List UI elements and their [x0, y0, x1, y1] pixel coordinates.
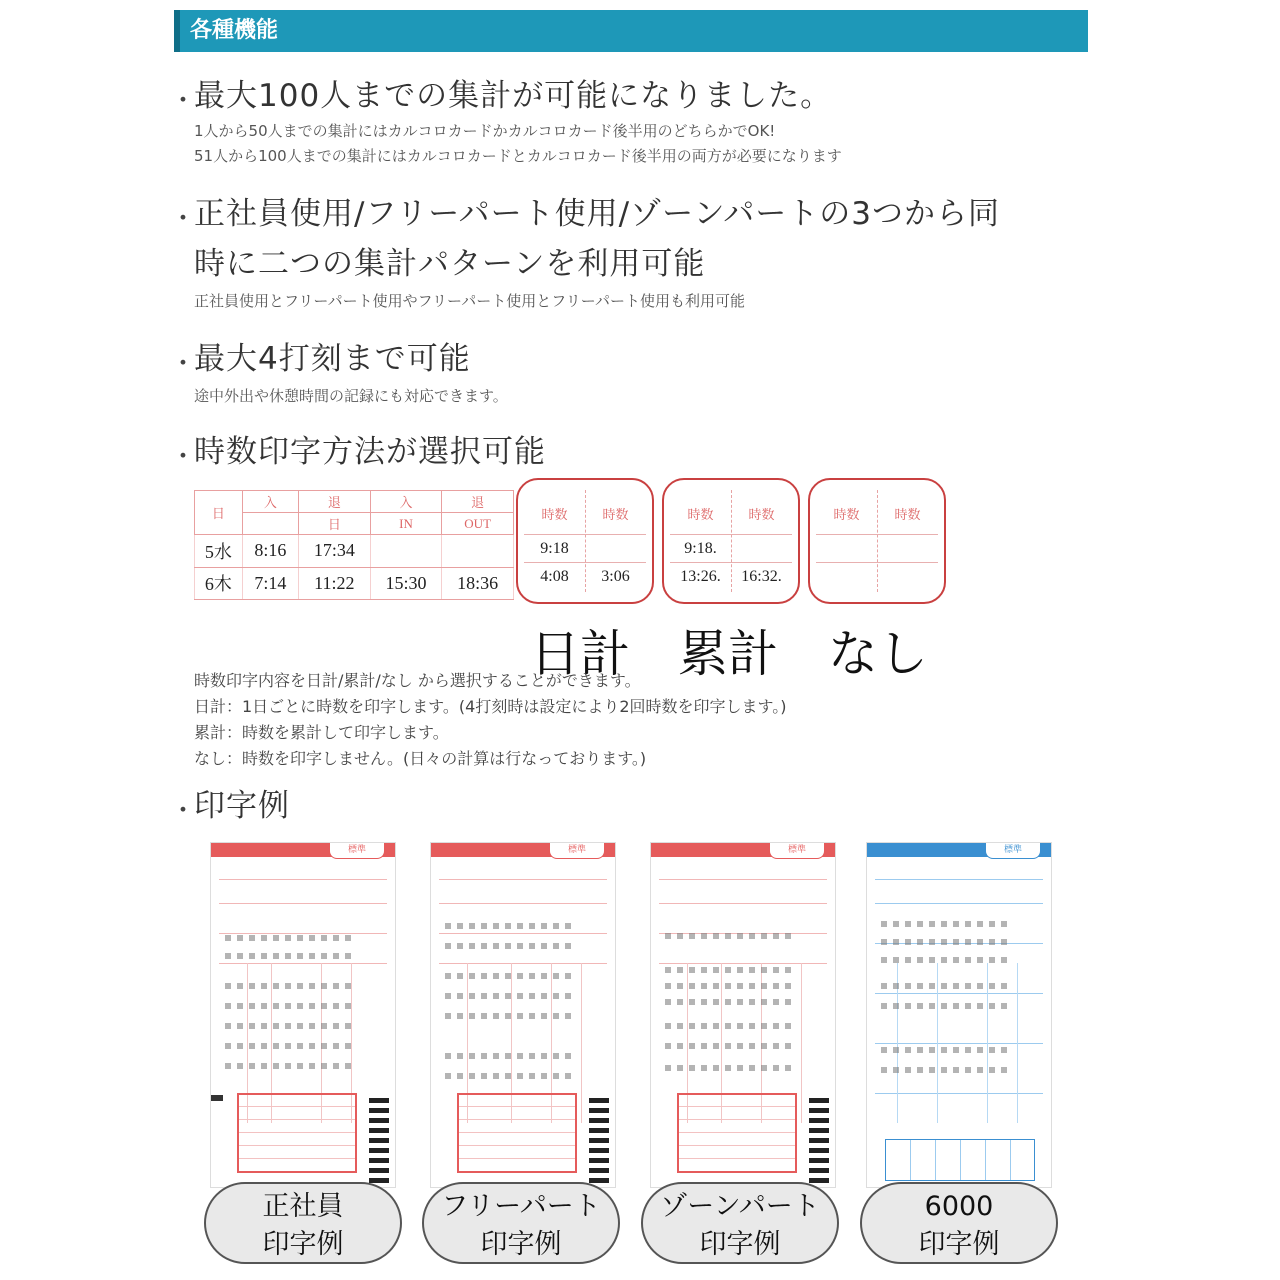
card-line: [875, 903, 1043, 904]
card-line: [875, 879, 1043, 880]
card-line: [219, 879, 387, 880]
sample-label-freepart: [422, 1182, 620, 1264]
section-header: [174, 10, 1088, 52]
table-header: 退: [299, 491, 371, 513]
card-print-row: [881, 939, 1011, 945]
table-subheader: [242, 513, 298, 535]
card-print-row: [665, 1043, 795, 1049]
sample-label-line1: 6000: [924, 1191, 994, 1222]
feature-note: 51人から100人までの集計にはカルコロカードとカルコロカード後半用の両方が必要になります: [194, 147, 842, 165]
card-barcode: [809, 1093, 829, 1183]
card-print-row: [881, 921, 1011, 927]
card-print-row: [225, 1023, 355, 1029]
card-tab: 標準: [329, 843, 385, 859]
card-print-row: [665, 933, 795, 939]
feature-heading-patterns-line1: 正社員使用/フリーパート使用/ゾーンパートの3つから同: [194, 196, 1001, 232]
option-col-header: 時数: [541, 508, 568, 523]
card-line: [801, 963, 802, 1123]
option-divider: [816, 562, 938, 563]
option-label-none: なし: [828, 625, 928, 683]
card-tab: 標準: [549, 843, 605, 859]
option-value: 4:08: [540, 568, 569, 585]
feature-note: 途中外出や休憩時間の記録にも対応できます。: [194, 387, 508, 405]
card-print-row: [225, 953, 355, 959]
card-line: [659, 879, 827, 880]
option-label-cumulative: 累計: [678, 625, 778, 683]
feature-note: 正社員使用とフリーパート使用やフリーパート使用とフリーパート使用も利用可能: [194, 292, 745, 310]
sample-label-6000: [860, 1182, 1058, 1264]
card-line: [659, 903, 827, 904]
card-print-row: [225, 935, 355, 941]
card-print-row: [445, 1013, 575, 1019]
table-cell: 5水: [195, 535, 243, 568]
card-print-row: [881, 1003, 1011, 1009]
table-cell: 6木: [195, 567, 243, 600]
sample-label-fulltime: [204, 1182, 402, 1264]
table-cell: 15:30: [370, 567, 442, 600]
card-marker: [211, 1095, 223, 1101]
card-print-row: [225, 1063, 355, 1069]
sample-card-freepart: [430, 842, 616, 1188]
card-print-row: [445, 1073, 575, 1079]
option-divider: [524, 534, 646, 535]
sample-card-zonepart: [650, 842, 836, 1188]
card-print-row: [445, 1053, 575, 1059]
card-print-row: [665, 999, 795, 1005]
option-value: 13:26.: [680, 568, 721, 585]
timecard-table: [194, 490, 514, 600]
option-col-header: 時数: [894, 508, 921, 523]
table-subheader: IN: [370, 513, 442, 535]
feature-heading-max100: 最大100人までの集計が可能になりました。: [194, 78, 833, 114]
option-col-header: 時数: [602, 508, 629, 523]
card-summary-box: [677, 1093, 797, 1173]
card-print-row: [665, 967, 795, 973]
sample-card-fulltime: [210, 842, 396, 1188]
table-subheader: 日: [299, 513, 371, 535]
print-description: 時数印字内容を日計/累計/なし から選択することができます。: [194, 671, 641, 690]
table-cell: [442, 535, 514, 568]
print-description: 日計：1日ごとに時数を印字します。(4打刻時は設定により2回時数を印字します。): [194, 697, 787, 716]
card-print-row: [225, 1003, 355, 1009]
card-summary-box: [237, 1093, 357, 1173]
card-barcode: [369, 1093, 389, 1183]
card-line: [439, 903, 607, 904]
bullet-marker: ・: [170, 204, 197, 234]
option-divider: [670, 562, 792, 563]
option-value: 16:32.: [741, 568, 782, 585]
card-print-row: [445, 993, 575, 999]
sample-label-line2: 印字例: [699, 1229, 781, 1260]
bullet-marker: ・: [170, 349, 197, 379]
card-print-row: [445, 943, 575, 949]
feature-note: 1人から50人までの集計にはカルコロカードかカルコロカード後半用のどちらかでOK!: [194, 122, 776, 140]
table-cell: 17:34: [299, 535, 371, 568]
sample-label-line2: 印字例: [480, 1229, 562, 1260]
card-line: [1017, 963, 1018, 1123]
sample-card-6000: [866, 842, 1052, 1188]
table-header: 入: [242, 491, 298, 513]
table-header: 退: [442, 491, 514, 513]
table-cell: 18:36: [442, 567, 514, 600]
option-col-header: 時数: [833, 508, 860, 523]
table-cell: 7:14: [242, 567, 298, 600]
table-subheader: OUT: [442, 513, 514, 535]
section-header-title: 各種機能: [190, 18, 279, 43]
card-print-row: [881, 983, 1011, 989]
sample-label-zonepart: [641, 1182, 839, 1264]
card-line: [581, 963, 582, 1123]
option-divider: [670, 534, 792, 535]
sample-label-line2: 印字例: [918, 1229, 1000, 1260]
option-col-header: 時数: [748, 508, 775, 523]
table-cell: 11:22: [299, 567, 371, 600]
option-value: 3:06: [601, 568, 630, 585]
card-print-row: [225, 1043, 355, 1049]
card-tab: 標準: [985, 843, 1041, 859]
option-box-daily: [516, 478, 654, 604]
card-line: [219, 933, 387, 934]
sample-label-line1: フリーパート: [441, 1191, 601, 1222]
option-divider: [816, 534, 938, 535]
card-print-row: [445, 923, 575, 929]
table-cell: 8:16: [242, 535, 298, 568]
feature-heading-samples: 印字例: [194, 788, 290, 824]
card-line: [439, 933, 607, 934]
table-header: 日: [195, 491, 243, 535]
bullet-marker: ・: [170, 442, 197, 472]
card-print-row: [881, 1047, 1011, 1053]
card-print-row: [665, 983, 795, 989]
sample-label-line1: 正社員: [262, 1191, 344, 1222]
table-header: 入: [370, 491, 442, 513]
option-value: 9:18: [540, 540, 569, 557]
feature-heading-4stamps: 最大4打刻まで可能: [194, 341, 471, 377]
feature-heading-print-method: 時数印字方法が選択可能: [194, 434, 546, 470]
option-col-header: 時数: [687, 508, 714, 523]
option-box-cumulative: [662, 478, 800, 604]
card-summary-box: [885, 1139, 1035, 1181]
card-print-row: [665, 1023, 795, 1029]
card-print-row: [445, 973, 575, 979]
print-description: 累計：時数を累計して印字します。: [194, 723, 449, 742]
option-divider: [877, 490, 878, 592]
option-box-none: [808, 478, 946, 604]
card-tab: 標準: [769, 843, 825, 859]
card-print-row: [665, 1065, 795, 1071]
bullet-marker: ・: [170, 86, 197, 116]
sample-label-line1: ゾーンパート: [660, 1191, 820, 1222]
card-barcode: [589, 1093, 609, 1183]
card-summary-box: [457, 1093, 577, 1173]
card-line: [219, 963, 387, 964]
card-line: [439, 879, 607, 880]
table-cell: [370, 535, 442, 568]
card-print-row: [881, 957, 1011, 963]
sample-label-line2: 印字例: [262, 1229, 344, 1260]
print-description: なし：時数を印字しません。(日々の計算は行なっております。): [194, 749, 647, 768]
feature-heading-patterns-line2: 時に二つの集計パターンを利用可能: [194, 246, 706, 282]
option-divider: [524, 562, 646, 563]
option-label-daily: 日計: [530, 625, 630, 683]
bullet-marker: ・: [170, 796, 197, 826]
card-print-row: [881, 1067, 1011, 1073]
option-value: 9:18.: [684, 540, 717, 557]
card-line: [219, 903, 387, 904]
card-print-row: [225, 983, 355, 989]
